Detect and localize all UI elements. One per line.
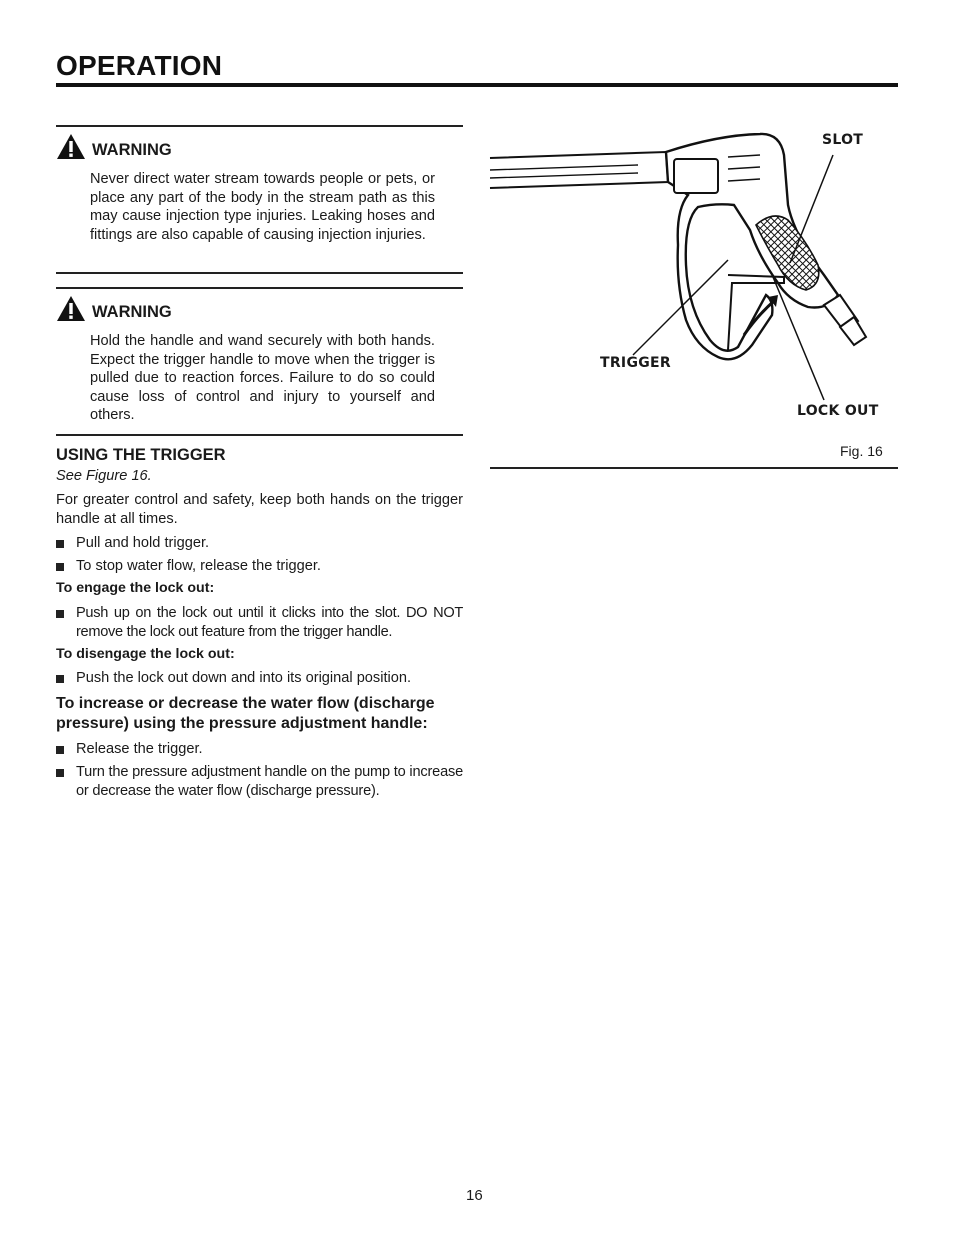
page-title: OPERATION (56, 50, 223, 81)
engage-heading: To engage the lock out: (56, 580, 215, 596)
list-item: Push the lock out down and into its original position. (56, 669, 463, 688)
list-item: Pull and hold trigger. (56, 534, 463, 553)
intro-paragraph: For greater control and safety, keep both hands on the trigger handle at all times. (56, 492, 463, 527)
warning-1-heading (56, 133, 172, 160)
warning-triangle-icon (56, 295, 86, 322)
warning-2-body: Hold the handle and wand securely with both hands. Expect the trigger handle to move when the trigger is pulled due to reaction forces. Failure to do so could cause loss of control and injury to yourself and others. (90, 333, 435, 424)
list-item: Push up on the lock out until it clicks into the slot. DO NOT remove the lock out feature from the trigger handle. (56, 604, 463, 641)
figure-caption: Fig. 16 (840, 443, 883, 459)
bullet-square-icon (56, 746, 64, 754)
list-item: Turn the pressure adjustment handle on the pump to increase or decrease the water flow (discharge pressure). (56, 763, 463, 800)
warning-2-bottom-rule (56, 434, 463, 436)
warning-1-top-rule (56, 125, 463, 127)
page-number: 16 (466, 1187, 483, 1204)
bullet-square-icon (56, 610, 64, 618)
warning-2-top-rule (56, 287, 463, 289)
section-heading: USING THE TRIGGER (56, 446, 226, 464)
list-item: To stop water flow, release the trigger. (56, 557, 463, 576)
bullet-square-icon (56, 769, 64, 777)
bullet-square-icon (56, 540, 64, 548)
list-item: Release the trigger. (56, 740, 463, 759)
warning-1-body: Never direct water stream towards people or pets, or place any part of the body in the stream path as this may cause injection type injuries. Leaking hoses and fittings are also capable of causing injection injuries. (90, 171, 435, 243)
figure-label-lock-out: LOCK OUT (797, 403, 879, 419)
warning-2-heading-text: WARNING (92, 303, 172, 321)
slot-leader-line (790, 155, 833, 263)
pressure-heading: To increase or decrease the water flow (discharge pressure) using the pressure adjustment handle: (56, 695, 435, 732)
bullet-square-icon (56, 563, 64, 571)
warning-triangle-icon (56, 133, 86, 160)
warning-1-heading-text: WARNING (92, 141, 172, 159)
title-divider (56, 83, 898, 87)
figure-label-trigger: TRIGGER (600, 355, 671, 371)
disengage-heading: To disengage the lock out: (56, 646, 235, 662)
warning-1-bottom-rule (56, 272, 463, 274)
figure-label-slot: SLOT (822, 132, 864, 148)
bullet-square-icon (56, 675, 64, 683)
warning-2-heading (56, 295, 172, 322)
figure-bottom-rule (490, 467, 898, 469)
see-figure-note: See Figure 16. (56, 468, 152, 484)
